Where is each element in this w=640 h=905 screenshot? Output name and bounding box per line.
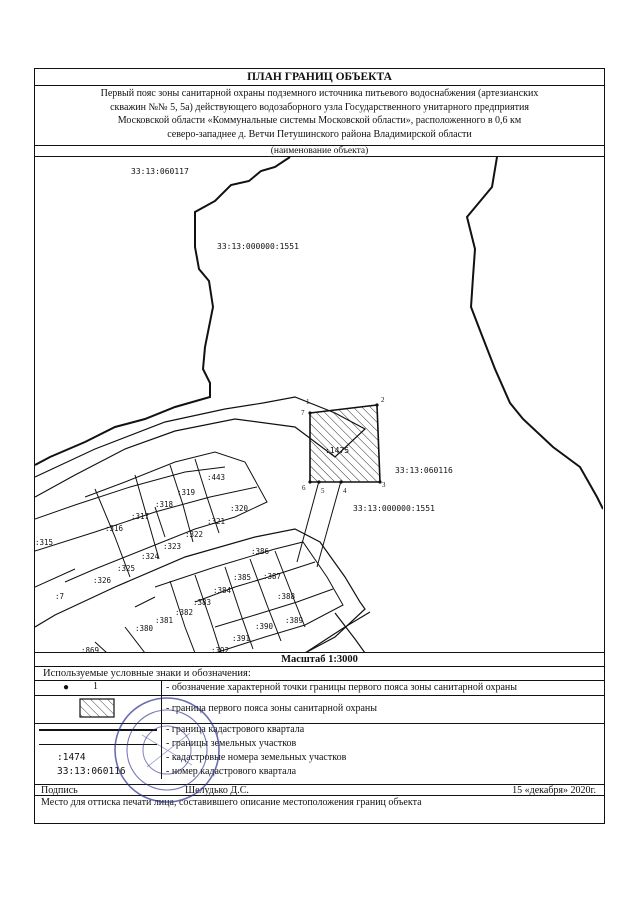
parcel-label-1551: 33:13:000000:1551 — [217, 242, 299, 251]
parcel-number: :392 — [211, 646, 230, 653]
cadastral-map — [35, 157, 604, 653]
stamp-place-text: Место для оттиска печати лица, составившего описание местоположения границ объекта — [41, 797, 422, 808]
parcel-number: :7 — [55, 592, 65, 601]
parcel-label-1551: 33:13:000000:1551 — [353, 504, 435, 513]
parcel-boundary — [65, 452, 267, 582]
map-drawing — [35, 157, 603, 653]
point-number: 2 — [381, 396, 385, 404]
point-number: 3 — [382, 481, 386, 489]
parcel-number: :390 — [255, 622, 274, 631]
parcel-number: :325 — [117, 564, 136, 573]
quarter-boundary — [35, 157, 290, 465]
description-line: Московской области «Коммунальные системы Московской области», расположенного в 0,6 км — [117, 115, 522, 127]
round-stamp — [112, 695, 222, 805]
parcel-number: :315 — [35, 538, 54, 547]
quarter-label-117: 33:13:060117 — [131, 167, 189, 176]
parcel-boundary — [35, 569, 75, 587]
scale-label: Масштаб 1:3000 — [35, 653, 604, 667]
point-number: 1 — [306, 398, 310, 406]
parcel-number: :323 — [163, 542, 182, 551]
parcel-number: :320 — [230, 504, 249, 513]
signature-label: Подпись — [41, 785, 78, 796]
parcel-number: :383 — [193, 598, 212, 607]
parcel-boundary — [170, 581, 195, 653]
object-description — [35, 86, 604, 145]
document-title: ПЛАН ГРАНИЦ ОБЪЕКТА — [35, 69, 604, 86]
parcel-number: :382 — [175, 608, 194, 617]
parcel-number: :386 — [251, 547, 270, 556]
legend-row-point — [35, 681, 604, 696]
parcel-number: :321 — [207, 517, 226, 526]
parcel-number: :388 — [277, 592, 296, 601]
legend-text: - кадастровые номера земельных участков — [166, 752, 347, 763]
quarter-boundary — [467, 157, 603, 509]
legend-symbol — [35, 681, 162, 695]
legend-text: - границы земельных участков — [166, 738, 297, 749]
sanitary-zone-polygon — [310, 405, 380, 482]
point-bullet-icon: ● — [63, 682, 70, 693]
parcel-number: :319 — [177, 488, 196, 497]
parcel-number: :384 — [213, 586, 232, 595]
parcel-number: :391 — [232, 634, 251, 643]
parcel-number: :381 — [155, 616, 174, 625]
parcel-number: :326 — [93, 576, 112, 585]
legend-text: - граница кадастрового квартала — [166, 724, 305, 735]
description-line: северо-западнее д. Ветчи Петушинского района Владимирской области — [167, 128, 472, 140]
legend-text: - номер кадастрового квартала — [166, 766, 297, 777]
parcel-number: :317 — [131, 512, 150, 521]
parcel-boundary — [135, 597, 155, 607]
legend-text: - обозначение характерной точки границы первого пояса зоны санитарной охраны — [166, 682, 517, 693]
quarter-label-116: 33:13:060116 — [395, 466, 453, 475]
parcel-number: :443 — [207, 473, 226, 482]
parcel-boundary — [155, 507, 165, 537]
signer-name: Шелудько Д.С. — [185, 785, 249, 796]
point-number: 4 — [343, 487, 347, 495]
description-line: скважин №№ 5, 5а) действующего водозаборного узла Государственного унитарного предприятия — [110, 101, 529, 113]
parcel-number: :322 — [185, 530, 204, 539]
parcel-number: :318 — [155, 500, 174, 509]
legend-quarter-sample: 33:13:060116 — [57, 766, 126, 777]
point-number: 5 — [321, 487, 325, 495]
point-number: 7 — [301, 409, 305, 417]
legend-title: Используемые условные знаки и обозначения: — [35, 667, 604, 681]
signature-date: 15 «декабря» 2020г. — [512, 785, 596, 796]
description-line: Первый пояс зоны санитарной охраны подземного источника питьевого водоснабжения (артезианских — [100, 88, 539, 99]
legend-parcel-sample: :1474 — [57, 752, 86, 763]
parcel-boundary — [35, 467, 225, 519]
parcel-boundary — [215, 589, 333, 627]
object-caption: (наименование объекта) — [35, 145, 604, 157]
parcel-label-1475: :1475 — [325, 446, 350, 455]
legend-text: - граница первого пояса зоны санитарной охраны — [166, 703, 377, 714]
legend-point-number: 1 — [93, 681, 98, 692]
parcel-number: :385 — [233, 573, 252, 582]
parcel-number: :380 — [135, 624, 154, 633]
parcel-number: :324 — [141, 552, 160, 561]
parcel-number: :869 — [81, 646, 100, 653]
parcel-number: :387 — [263, 572, 282, 581]
parcel-number: :389 — [285, 616, 304, 625]
parcel-number: :316 — [105, 524, 124, 533]
point-number: 6 — [302, 484, 306, 492]
